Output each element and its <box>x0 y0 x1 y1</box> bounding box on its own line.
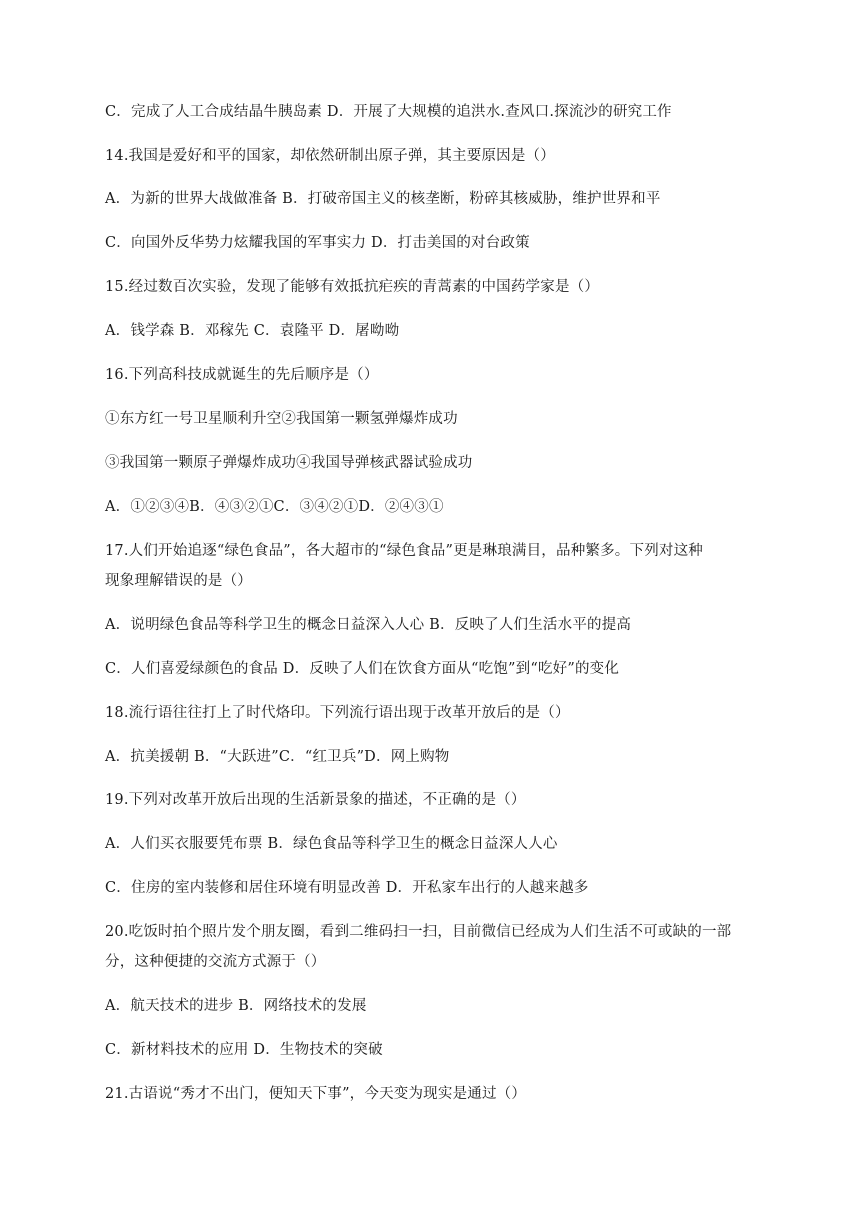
q15-stem: 15.经过数百次实验，发现了能够有效抵抗疟疾的青蒿素的中国药学家是（） <box>105 279 600 295</box>
q14-stem: 14.我国是爱好和平的国家，却依然研制出原子弹，其主要原因是（） <box>105 148 555 164</box>
q15-options: A．钱学森 B．邓稼先 C．袁隆平 D．屠呦呦 <box>105 323 400 339</box>
q16-stem: 16.下列高科技成就诞生的先后顺序是（） <box>105 367 379 383</box>
q17-options-cd: C．人们喜爱绿颜色的食品 D．反映了人们在饮食方面从“吃饱”到“吃好”的变化 <box>105 661 620 677</box>
q17-options-ab: A．说明绿色食品等科学卫生的概念日益深入人心 B．反映了人们生活水平的提高 <box>105 617 632 633</box>
q16-items-3-4: ③我国第一颗原子弹爆炸成功④我国导弹核武器试验成功 <box>105 455 473 471</box>
q20-stem-line2: 分，这种便捷的交流方式源于（） <box>105 954 326 970</box>
q20-options-cd: C．新材料技术的应用 D．生物技术的突破 <box>105 1042 383 1058</box>
q14-options-cd: C．向国外反华势力炫耀我国的军事实力 D．打击美国的对台政策 <box>105 235 530 251</box>
q17-stem-line1: 17.人们开始追逐“绿色食品”，各大超市的“绿色食品”更是琳琅满目，品种繁多。下列对这种 <box>105 543 704 559</box>
q13-options-cd: C．完成了人工合成结晶牛胰岛素 D．开展了大规模的追洪水.查风口.探流沙的研究工作 <box>105 104 672 120</box>
q20-stem-line1: 20.吃饭时拍个照片发个朋友圈，看到二维码扫一扫，目前微信已经成为人们生活不可或缺的一部 <box>105 924 732 940</box>
q18-stem: 18.流行语往往打上了时代烙印。下列流行语出现于改革开放后的是（） <box>105 705 570 721</box>
q19-stem: 19.下列对改革开放后出现的生活新景象的描述，不正确的是（） <box>105 792 526 808</box>
q18-options: A．抗美援朝 B．“大跃进”C．“红卫兵”D．网上购物 <box>105 749 450 765</box>
q21-stem: 21.古语说“秀才不出门，便知天下事”，今天变为现实是通过（） <box>105 1086 527 1102</box>
q16-options: A．①②③④B．④③②①C．③④②①D．②④③① <box>105 499 444 515</box>
q14-options-ab: A．为新的世界大战做准备 B．打破帝国主义的核垄断，粉碎其核威胁，维护世界和平 <box>105 191 661 207</box>
q19-options-ab: A．人们买衣服要凭布票 B．绿色食品等科学卫生的概念日益深人人心 <box>105 836 558 852</box>
q17-stem-line2: 现象理解错误的是（） <box>105 573 252 589</box>
q19-options-cd: C．住房的室内装修和居住环境有明显改善 D．开私家车出行的人越来越多 <box>105 880 589 896</box>
q16-items-1-2: ①东方红一号卫星顺利升空②我国第一颗氢弹爆炸成功 <box>105 411 458 427</box>
q20-options-ab: A．航天技术的进步 B．网络技术的发展 <box>105 998 367 1014</box>
